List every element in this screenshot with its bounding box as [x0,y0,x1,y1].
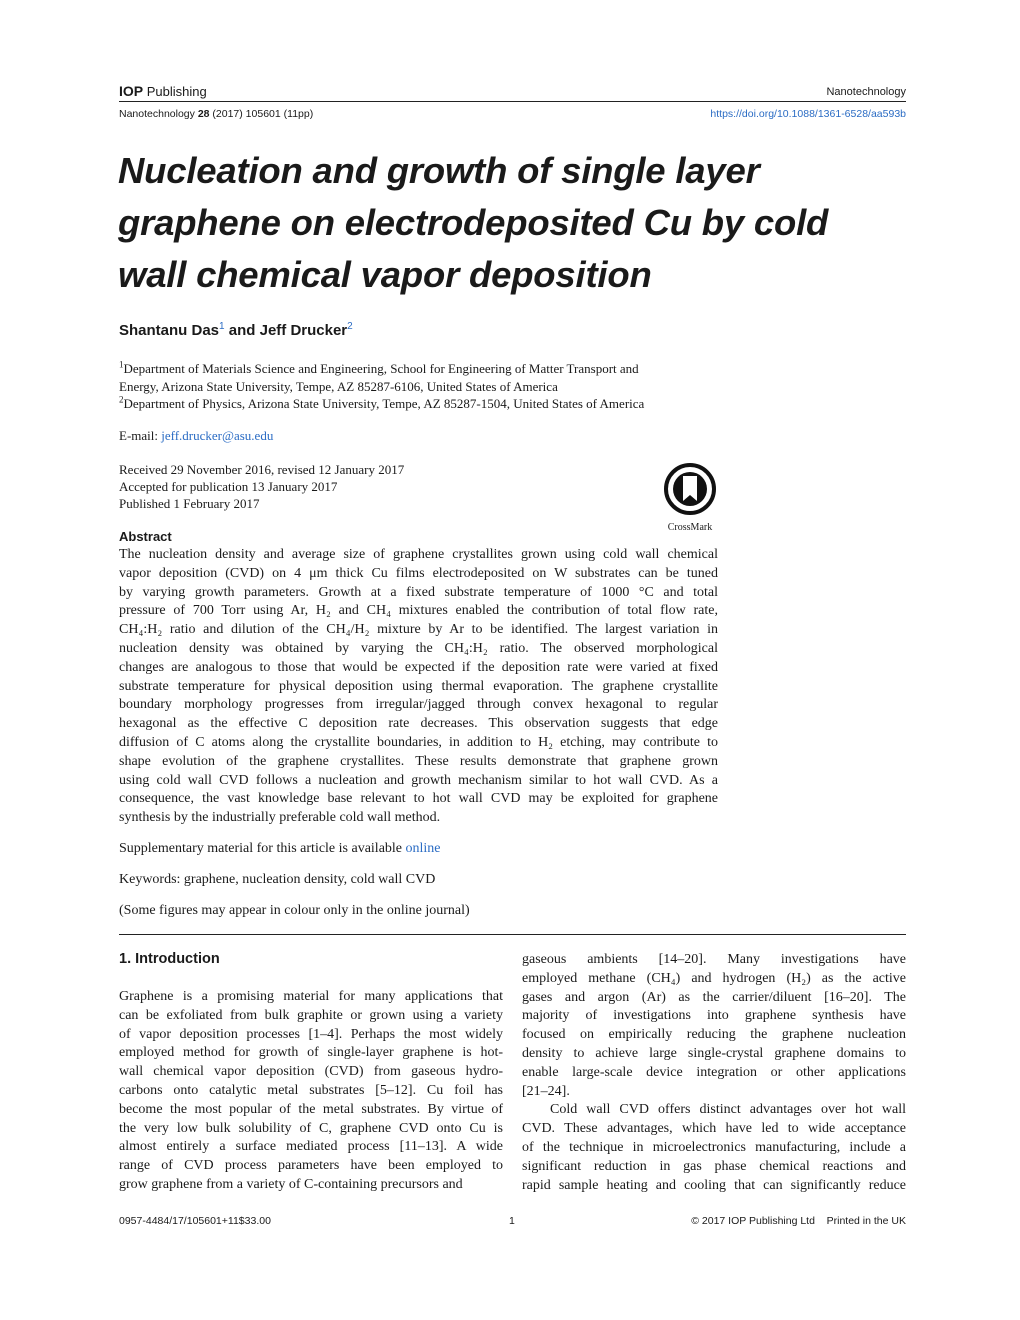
text-line: synthesis by the industrially preferable cold wall method. [119,810,441,826]
affiliation-2-marker: 2 [119,394,124,405]
email-link[interactable]: jeff.drucker@asu.edu [161,428,274,443]
crossmark-icon [664,463,716,515]
text-line: CH₄:H₂ ratio and dilution of the CH₄/H₂ mixture by Ar to be identified. The largest variation in [119,622,718,638]
text-line: vapor deposition (CVD) on 4 μm thick Cu films electrodeposited on W substrates can be tuned [119,565,718,581]
text-line: almost entirely a surface mediated process [11–13]. A wide [119,1139,503,1155]
supplementary-note [119,841,441,857]
author-list [119,322,353,339]
text-line: enable large-scale device integration or other applications [522,1064,906,1080]
crossmark-label: CrossMark [667,522,713,533]
text-line: The nucleation density and average size of graphene crystallites grown using cold wall chemical [119,547,718,562]
text-line: Graphene is a promising material for many applications that [119,989,503,1004]
accepted-date: Accepted for publication 13 January 2017 [119,479,338,494]
citation [119,108,313,120]
text-line: using cold wall CVD follows a nucleation and growth mechanism similar to hot wall CVD. As a [119,772,718,788]
text-line: shape evolution of the graphene crystallites. These results demonstrate that graphene grown [119,753,718,769]
publisher-logo-bold: IOP [119,83,144,99]
text-line: nucleation density was obtained by varying the CH₄:H₂ ratio. The observed morphological [119,641,718,656]
author-conjunction: and [224,322,260,339]
text-line: density to achieve large single-crystal graphene domains to [522,1046,906,1061]
footer-copyright: © 2017 IOP Publishing Ltd Printed in the UK [691,1215,906,1227]
text-line: of the technique in microelectronics manufacturing, include a [522,1140,906,1155]
text-line: focused on empirically reducing the graphene nucleation [522,1027,906,1043]
section-divider [119,934,906,935]
text-line: grow graphene from a variety of C-containing precursors and [119,1177,463,1192]
text-line: [21–24]. [522,1083,570,1099]
doi-link[interactable]: https://doi.org/10.1088/1361-6528/aa593b [710,108,906,120]
text-line: substrate temperature for physical deposition using thermal evaporation. The graphene crystallite [119,678,718,694]
publisher-logo [119,83,207,99]
text-line: CVD. These advantages, which have led to wide acceptance [522,1121,906,1137]
text-line: employed methane (CH₄) and hydrogen (H₂) as the active [522,970,906,986]
text-line: consequence, the vast knowledge base relevant to hot wall CVD may be exploited for graphene [119,791,718,807]
affiliation-2-line-1: Department of Physics, Arizona State University, Tempe, AZ 85287-1504, United States of America [123,396,645,411]
text-line: changes are analogous to those that would be expected if the deposition rate were varied at fixed [119,659,718,675]
text-line: rapid sample heating and cooling that can significantly reduce [522,1177,906,1193]
text-line: the very low bulk solubility of C, graphene CVD onto Cu is [119,1120,503,1136]
text-line: carbons onto catalytic metal substrates [5–12]. Cu foil has [119,1083,503,1098]
article-dates [119,461,404,512]
text-line: majority of investigations into graphene synthesis have [522,1008,906,1024]
crossmark-badge[interactable] [662,463,718,533]
citation-journal: Nanotechnology [119,108,198,120]
text-line: wall chemical vapor deposition (CVD) from gaseous hydro- [119,1064,503,1080]
footer-code: 0957-4484/17/105601+11$33.00 [119,1215,271,1227]
received-date: Received 29 November 2016, revised 12 January 2017 [119,462,405,477]
email-line [119,428,273,444]
affiliation-1-line-1: Department of Materials Science and Engineering, School for Engineering of Matter Transport and [123,361,639,376]
author-2: Jeff Drucker [259,322,348,339]
publisher-logo-text: Publishing [146,84,207,99]
text-line: by varying growth parameters. Growth at a fixed substrate temperature of 1000 °C and total [119,584,718,600]
text-line: of vapor deposition processes [1–4]. Perhaps the most widely [119,1026,503,1042]
text-line: range of CVD process parameters have been employed to [119,1158,503,1174]
text-line: become the most popular of the metal substrates. By virtue of [119,1101,503,1117]
article-title: Nucleation and growth of single layer graphene on electrodeposited Cu by cold wall chemical vapor deposition [118,150,829,295]
supplementary-link[interactable]: online [405,841,441,856]
keywords: Keywords: graphene, nucleation density, cold wall CVD [119,872,436,887]
author-2-affil-ref[interactable]: 2 [347,321,353,332]
text-line: diffusion of C atoms along the crystallite boundaries, in addition to H₂ etching, may contribute to [119,735,718,750]
affiliation-1-marker: 1 [119,359,124,370]
abstract-heading: Abstract [119,529,172,544]
supplementary-text: Supplementary material for this article is available [119,841,406,856]
text-line: Cold wall CVD offers distinct advantages over hot wall [550,1102,906,1118]
text-line: significant reduction in gas phase chemical reactions and [522,1158,906,1174]
email-label: E-mail: [119,428,162,443]
text-line: can be exfoliated from bulk graphite or grown using a variety [119,1007,503,1023]
affiliation-1 [119,360,719,396]
section-heading: 1. Introduction [119,951,220,967]
text-line: gaseous ambients [14–20]. Many investigations have [522,952,906,967]
affiliation-2 [119,395,719,413]
author-1-affil-ref[interactable]: 1 [219,321,225,332]
header-divider [119,101,906,102]
colour-note: (Some figures may appear in colour only in the online journal) [119,903,470,918]
journal-name: Nanotechnology [826,86,906,98]
citation-rest: (2017) 105601 (11pp) [209,108,314,120]
published-date: Published 1 February 2017 [119,496,260,511]
citation-volume: 28 [197,108,210,120]
page-number: 1 [509,1215,515,1227]
affiliation-1-line-2: Energy, Arizona State University, Tempe, AZ 85287-6106, United States of America [119,379,558,394]
text-line: gases and argon (Ar) as the carrier/diluent [16–20]. The [522,989,906,1005]
text-line: employed method for growth of single-layer graphene is hot- [119,1045,503,1061]
author-1: Shantanu Das [119,322,220,339]
text-line: hexagonal as the effective C deposition rate decreases. This observation suggests that edge [119,716,718,732]
text-line: boundary morphology progresses from irregular/jagged through convex hexagonal to regular [119,697,718,713]
text-line: pressure of 700 Torr using Ar, H₂ and CH₄ mixtures enabled the contribution of total flow rate, [119,603,718,619]
